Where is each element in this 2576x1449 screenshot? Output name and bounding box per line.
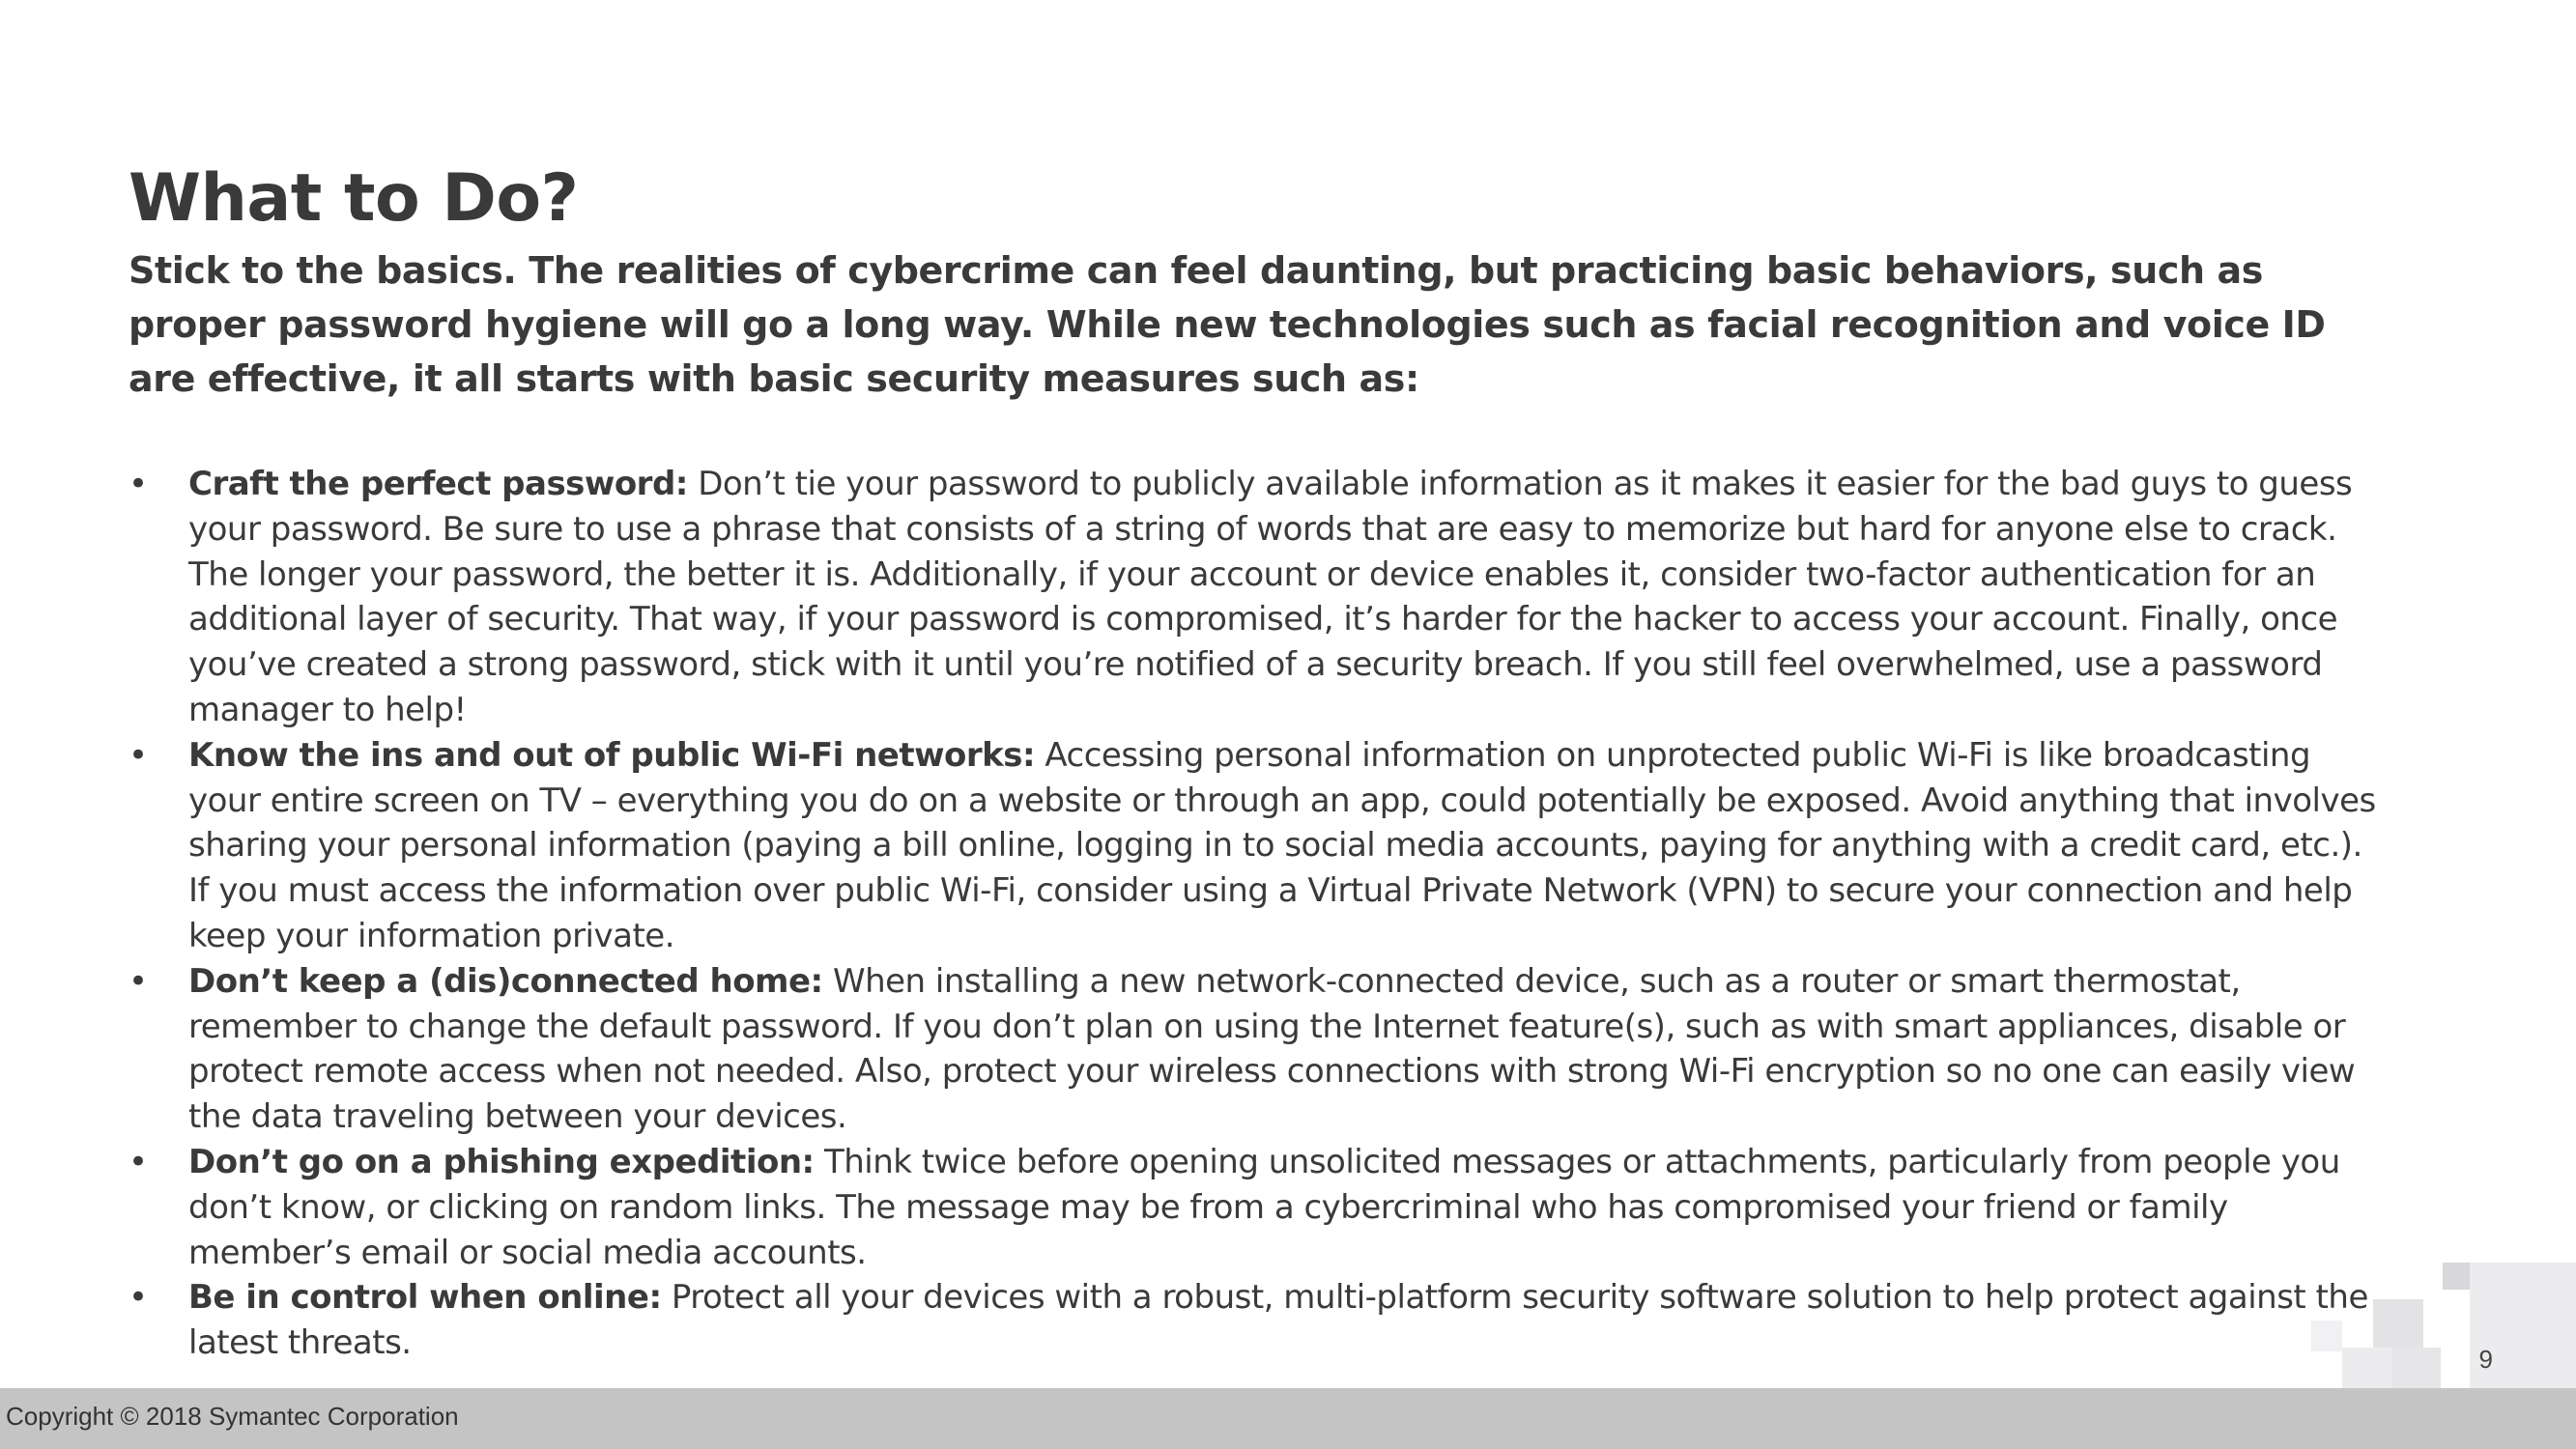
slide-content: [129, 155, 2390, 1366]
bullet-item-connected-home: [129, 959, 2390, 1140]
bullet-text-password: Don’t tie your password to publicly available information as it makes it easier for the bad guys to guess your password. Be sure to use a phrase that consists of a string of words that are easy to memorize but hard for anyone else to crack. The longer your password, the better it is. Additionally, if your account or device enables it, consider two-factor authentication for an additional layer of security. That way, if your password is compromised, it’s harder for the hacker to access your account. Finally, once you’ve created a strong password, stick with it until you’re notified of a security breach. If you still feel overwhelmed, use a password manager to help!: [188, 465, 2353, 729]
page-number: 9: [2478, 1345, 2493, 1374]
bullet-item-phishing: [129, 1140, 2390, 1275]
bullet-text-phishing: Think twice before opening unsolicited messages or attachments, particularly from people you don’t know, or clicking on random links. The message may be from a cybercriminal who has compromised your friend or family member’s email or social media accounts.: [188, 1142, 2340, 1272]
slide-title: What to Do?: [129, 160, 579, 237]
decorative-squares: [2286, 1263, 2576, 1388]
bullet-list: [129, 462, 2390, 1366]
bullet-lead-password: Craft the perfect password:: [188, 465, 688, 503]
footer-bar: [0, 1388, 2576, 1449]
bullet-dot: •: [129, 1278, 148, 1318]
bullet-dot: •: [129, 961, 148, 1001]
deco-square: [2311, 1321, 2342, 1351]
bullet-dot: •: [129, 735, 148, 775]
bullet-item-public-wifi: [129, 733, 2390, 959]
bullet-lead-connected-home: Don’t keep a (dis)connected home:: [188, 961, 823, 1001]
deco-square: [2392, 1348, 2441, 1388]
deco-square: [2443, 1263, 2470, 1290]
deco-square: [2342, 1348, 2392, 1388]
bullet-item-online-control: [129, 1275, 2390, 1366]
bullet-text-connected-home: When installing a new network-connected device, such as a router or smart thermostat, remember to change the default password. If you don’t plan on using the Internet feature(s), such as with smart appliances, disable or protect remote access when not needed. Also, protect your wireless connections with strong Wi-Fi encryption so no one can easily view the data traveling between your devices.: [188, 961, 2356, 1137]
bullet-dot: •: [129, 465, 148, 503]
copyright-text: Copyright © 2018 Symantec Corporation: [6, 1402, 459, 1431]
bullet-text-online-control: Protect all your devices with a robust, multi-platform security software solution to help protect against the latest threats.: [188, 1278, 2368, 1363]
bullet-text-public-wifi: Accessing personal information on unprotected public Wi-Fi is like broadcasting your entire screen on TV – everything you do on a website or through an app, could potentially be exposed. Avoid anything that involves sharing your personal information (paying a bill online, logging in to social media accounts, paying for anything with a credit card, etc.). If you must access the information over public Wi-Fi, consider using a Virtual Private Network (VPN) to secure your connection and help keep your information private.: [188, 735, 2376, 955]
bullet-lead-public-wifi: Know the ins and out of public Wi-Fi networks:: [188, 735, 1036, 775]
bullet-lead-phishing: Don’t go on a phishing expedition:: [188, 1142, 815, 1181]
bullet-lead-online-control: Be in control when online:: [188, 1278, 662, 1318]
deco-square: [2373, 1299, 2423, 1348]
slide-subtitle: Stick to the basics. The realities of cybercrime can feel daunting, but practicing basic behaviors, such as proper password hygiene will go a long way. While new technologies such as facial recognition and voice ID are effective, it all starts with basic security measures such as:: [129, 249, 2326, 400]
bullet-dot: •: [129, 1142, 148, 1181]
bullet-item-password: [129, 462, 2390, 733]
